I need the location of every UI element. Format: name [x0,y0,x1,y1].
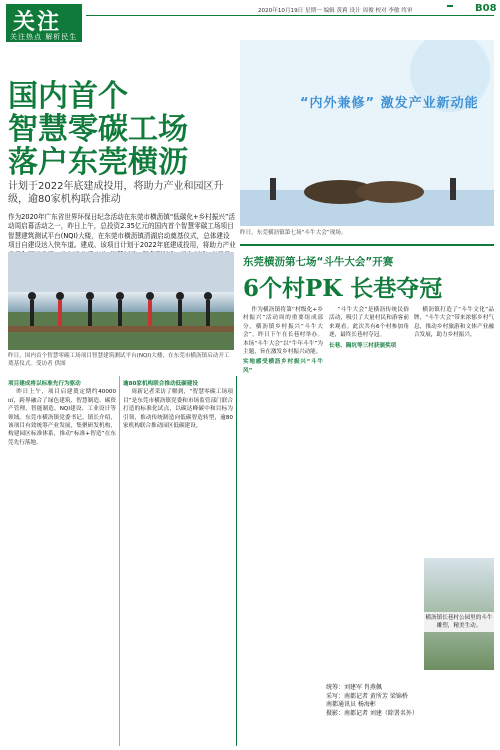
bullfight-photo [240,40,494,226]
headline-line-1: 国内首个 [8,79,128,114]
groundbreaking-photo [8,252,234,350]
story1-lead: 作为2020年广东省世界环保日纪念活动在东莞市横沥镇“低碳化+乡村振兴”活动周启幕活动之一，昨日上午，总投资2.35亿元的国内首个智慧零碳工场项目智慧建筑测试平台(NQI)大楼，在东莞市横沥镇清湖启动奠基仪式，总体建设项目自建设达入快车道。建成、该项目计划于2022年底建成投用，将助力产业 [8,213,236,250]
page-number: B08 [475,3,497,14]
column-paragraph: 横沥镇打造了“斗牛文化”品牌，“斗牛大会”带来浓郁乡村气息，推动乡村旅游和文体产业融合发展，助力乡村振兴。 [414,307,494,339]
bullfight-illustration [240,40,494,226]
story1-subhead: 计划于2022年底建成投用，将助力产业和园区升级，逾80家机构联合推动 [8,181,224,205]
header-rule [86,15,494,16]
banner-slogan: “内外兼修” 激发产业新动能 [300,96,479,111]
story1-column-a [8,380,116,449]
column-divider [236,376,237,746]
section-masthead [6,4,82,42]
column-heading: 逾80家机构联合推动低碳建设 [123,381,198,387]
editor-badge [447,5,453,7]
story2-column-e [414,306,494,342]
credit-line: 南都通讯员 杨海彬 [326,701,376,708]
section-divider [240,244,494,246]
column-paragraph: “斗牛大会”是横沥传统民俗活动，吸引了大量村民和游客前来观看。此次共有6个村参加角逐，最终长巷村夺冠。 [329,307,409,339]
credit-line: 统筹：刘建军 肖燕佩 [326,684,382,691]
headline-line-3: 落户东莞横沥 [8,145,188,180]
story2-kicker: 东莞横沥第七场“斗牛大会”开赛 [243,256,394,268]
story2-title: 6个村PK 长巷夺冠 [243,275,443,302]
story1-headline [8,80,228,179]
column-paragraph: 作为横沥镇将第“村级化+乡村振兴”活动周的重要组成部分，横沥镇乡村振兴“斗牛大会”，昨日下午在长巷村举办。本场“斗牛大会”以“牛年斗牛”为主题，旨在激发乡村振兴动能。 [243,307,323,356]
column-paragraph: 昨日上午，项目启建奠定期约40000㎡，跨界融合了绿色建筑、智慧制造、碳资产管理、智能制造、NQI建设、工业设计等领域。东莞市横沥镇党委书记、镇长介绍，该项目有效统筹产业发展，集聚研发机构，构建园区标准体系，推动“标准+智造”在东莞先行落地。 [8,389,116,446]
bull-sculpture-caption: 横沥镇长巷村公园里的斗牛雕塑，精美生动。 [424,612,494,632]
column-heading: 长巷、隔坑等三村获颁奖项 [329,342,397,349]
section-subtitle: 关注热点 解析民生 [10,33,78,41]
section-title: 关注 [13,9,62,35]
date-line: 2020年10月19日 星期一 编辑 黄莉 设计 周俊 校对 李敏 终审 [258,8,413,14]
bullfight-caption: 昨日，东莞横沥镇第七场“斗牛大会”现场。 [240,230,347,236]
photo-caption: 昨日，国内首个智慧零碳工场项目智慧建筑测试平台(NQI)大楼，在东莞市横沥镇启动开工奠基仪式。受访者 供图 [8,353,230,367]
story2-column-c [243,306,323,375]
credit-line: 采写：南都记者 黄所芳 梁锦桥 [326,692,408,700]
headline-line-2: 智慧零碳工场 [8,112,188,147]
column-paragraph: 周新记者采访了解到，“智慧零碳工场项目”是东莞市横沥镇党委和市场监管部门联合打造的标准化试点，以碳达峰碳中和目标为引领，推动传统制造向低碳智造转型，逾80家机构联合推动园区低碳建设。 [123,389,233,430]
column-heading: 项目建成将以标准先行为驱动 [8,381,81,387]
story1-column-b [123,380,233,432]
column-heading: 实地感受横沥乡村振兴“斗牛风” [243,359,323,374]
credits [326,684,494,718]
credit-line: 摄影：南都记者 刘建（除署名外） [326,709,418,717]
column-divider [119,376,120,746]
story2-column-d [329,306,409,350]
groundbreaking-illustration [8,252,234,350]
